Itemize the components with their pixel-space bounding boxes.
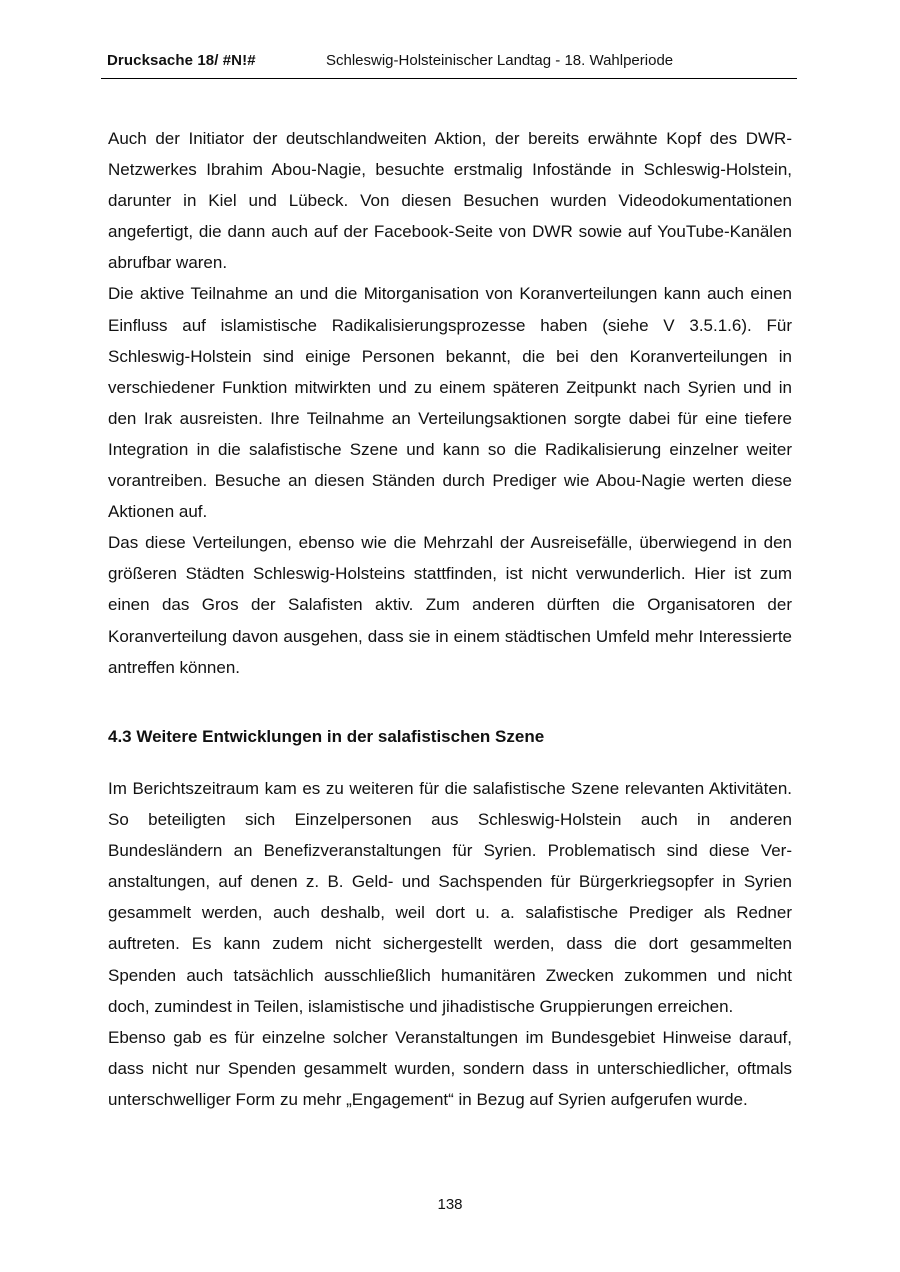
section-heading: 4.3 Weitere Entwicklungen in der salafistischen Szene — [108, 727, 545, 746]
paragraph: Ebenso gab es für einzelne solcher Veranstaltungen im Bundesgebiet Hinweise darauf, dass nicht nur Spenden gesammelt wurden, sondern dass in unterschiedlicher, oftmals unterschwelliger Form zu mehr „Engagement“ in Bezug auf Syrien aufgerufen wurde. — [108, 1027, 792, 1109]
paragraph: Das diese Verteilungen, ebenso wie die Mehrzahl der Ausreisefälle, überwiegend in den größeren Städten Schleswig-Holsteins stattfinden, ist nicht verwunderlich. Hier ist zum einen das Gros der Salafisten aktiv. Zum anderen dürften die Organisatoren der Koranverteilung davon ausgehen, dass sie in einem städtischen Umfeld mehr Interessierte antreffen können. — [108, 533, 792, 677]
paragraph: Die aktive Teilnahme an und die Mitorganisation von Koranverteilungen kann auch einen Einfluss auf islamistische Radikalisierungsprozesse haben (siehe V 3.5.1.6). Für Schleswig-Holstein sind einige Personen bekannt, die bei den Koranverteilungen in verschiedener Funktion mitwirkten und zu einem späteren Zeitpunkt nach Syrien und in den Irak ausreisten. Ihre Teilnahme an Verteilungsaktionen sorgte dabei für eine tiefere Integration in die salafistische Szene und kann so die Radikalisierung einzelner weiter vorantreiben. Besuche an diesen Ständen durch Prediger wie Abou-Nagie werten diese Aktionen auf. — [108, 284, 792, 522]
paragraph: Auch der Initiator der deutschlandweiten Aktion, der bereits erwähnte Kopf des DWR-Netzwerkes Ibrahim Abou-Nagie, besuchte erstmalig Infostände in Schleswig-Holstein, darunter in Kiel und Lübeck. Von diesen Besuchen wurden Videodokumentationen angefertigt, die dann auch auf der Facebook-Seite von DWR sowie auf YouTube-Kanälen abrufbar waren. — [108, 129, 792, 273]
section-2-body — [108, 773, 792, 1115]
page-number: 138 — [437, 1196, 463, 1213]
page-header — [101, 52, 797, 79]
section-1-body — [108, 123, 792, 683]
document-number: Drucksache 18/ #N!# — [107, 52, 256, 69]
paragraph: Im Berichtszeitraum kam es zu weiteren für die salafistische Szene relevanten Aktivitäten. So beteiligten sich Einzelpersonen aus Schleswig-Holstein auch in anderen Bundesländern an Benefizveranstaltungen für Syrien. Problematisch sind diese Veranstaltungen, auf denen z. B. Geld- und Sachspenden für Bürgerkriegsopfer in Syrien gesammelt werden, auch deshalb, weil dort u. a. salafistische Prediger als Redner auftreten. Es kann zudem nicht sichergestellt werden, dass die dort gesammelten Spenden auch tatsächlich ausschließlich humanitären Zwecken zukommen und nicht doch, zumindest in Teilen, islamistische und jihadistische Gruppierungen erreichen. — [108, 779, 792, 1016]
document-title: Schleswig-Holsteinischer Landtag - 18. Wahlperiode — [326, 52, 674, 69]
